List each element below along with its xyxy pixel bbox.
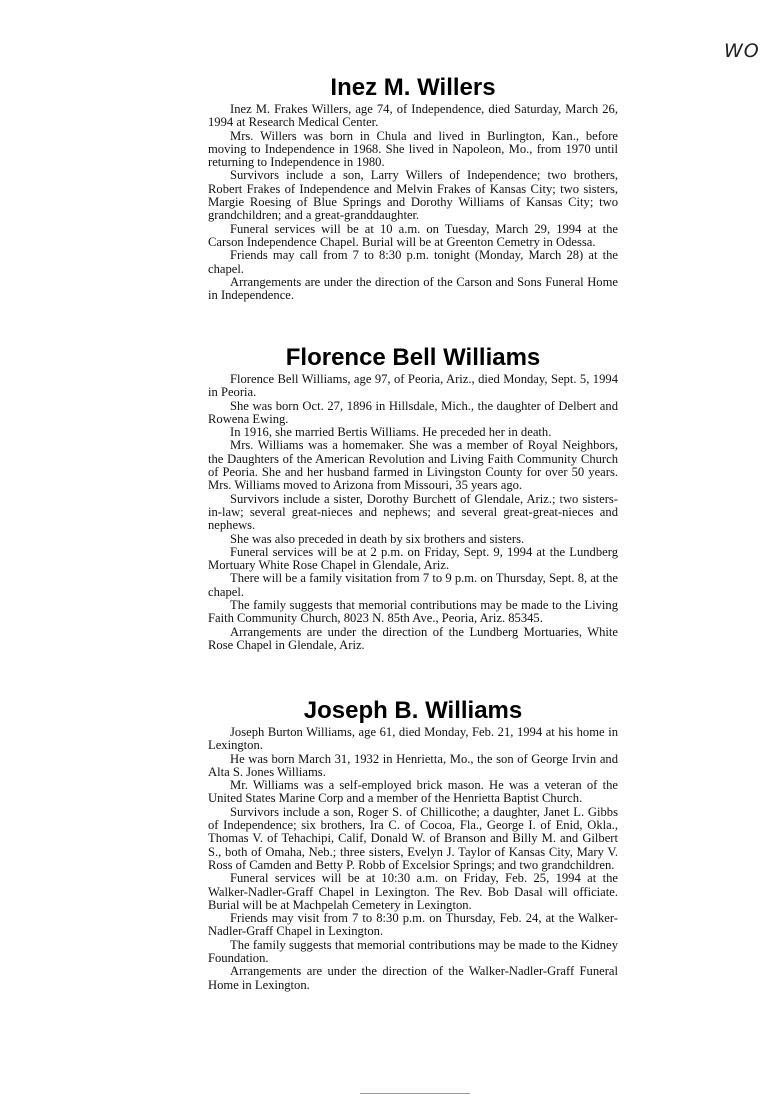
obituary-inez-willers [208,74,618,302]
obituary-joseph-williams [208,697,618,992]
obituary-paragraph: Florence Bell Williams, age 97, of Peoria, Ariz., died Monday, Sept. 5, 1994 in Peoria. [208,372,618,400]
obituary-paragraph: There will be a family visitation from 7 to 9 p.m. on Thursday, Sept. 8, at the chapel. [208,571,618,599]
obituary-paragraph: Arrangements are under the direction of the Carson and Sons Funeral Home in Independence. [208,274,618,303]
obituary-paragraph: Friends may visit from 7 to 8:30 p.m. on Thursday, Feb. 24, at the Walker-Nadler-Graff Chapel in Lexington. [208,911,618,939]
obituary-paragraph: Survivors include a sister, Dorothy Burchett of Glendale, Ariz.; two sisters-in-law; several great-nieces and nephews; and several great-great-nieces and nephews. [208,491,618,533]
obituary-paragraph: Mrs. Willers was born in Chula and lived in Burlington, Kan., before moving to Independence in 1968. She lived in Napoleon, Mo., from 1970 until returning to Independence in 1980. [208,128,618,170]
obituary-paragraph: Funeral services will be at 10:30 a.m. on Friday, Feb. 25, 1994 at the Walker-Nadler-Graff Chapel in Lexington. The Rev. Bob Dasal will officiate. Burial will be at Machpelah Cemetery in Lexington. [208,871,618,912]
obituary-paragraph: She was also preceded in death by six brothers and sisters. [230,531,525,546]
obituary-paragraph: Funeral services will be at 10 a.m. on Tuesday, March 29, 1994 at the Carson Independence Chapel. Burial will be at Greenton Cemetry in Odessa. [208,221,618,249]
obituary-florence-williams [208,344,618,652]
obituary-title: Joseph B. Williams [303,697,523,724]
page-bottom-rule [360,1093,470,1094]
obituary-paragraph: Arrangements are under the direction of the Lundberg Mortuaries, White Rose Chapel in Glendale, Ariz. [208,624,618,652]
obituary-paragraph: The family suggests that memorial contributions may be made to the Kidney Foundation. [208,937,618,966]
obituary-paragraph: Mr. Williams was a self-employed brick mason. He was a veteran of the United States Marine Corp and a member of the Henrietta Baptist Church. [208,778,618,806]
obituary-paragraph: Survivors include a son, Roger S. of Chillicothe; a daughter, Janet L. Gibbs of Independence; six brothers, Ira C. of Cocoa, Fla., George I. of Enid, Okla., Thomas V. of Tehachipi, Calif, Donald W. of Branson and Billy M. and Gilbert S., both of Omaha, Neb.; three sisters, Evelyn J. Taylor of Kansas City, Mary V. Ross of Camden and Betty P. Robb of Excelsior Springs; and two grandchildren. [208,804,618,872]
obituary-paragraph: Survivors include a son, Larry Willers of Independence; two brothers, Robert Frakes of Independence and Melvin Frakes of Kansas City; two sisters, Margie Roesing of Blue Springs and Dorothy Williams of Kansas City; two grandchildren; and a great-granddaughter. [208,168,618,223]
obituary-paragraph: Inez M. Frakes Willers, age 74, of Independence, died Saturday, March 26, 1994 at Research Medical Center. [208,102,618,130]
obituary-title: Florence Bell Williams [285,344,541,371]
obituary-title: Inez M. Willers [330,74,496,101]
obituary-paragraph: Mrs. Williams was a homemaker. She was a member of Royal Neighbors, the Daughters of the American Revolution and Living Faith Community Church of Peoria. She and her husband farmed in Livingston County for over 50 years. Mrs. Williams moved to Arizona from Missouri, 35 years ago. [208,438,618,493]
obituary-paragraph: He was born March 31, 1932 in Henrietta, Mo., the son of George Irvin and Alta S. Jones Williams. [208,751,618,779]
obituary-paragraph: In 1916, she married Bertis Williams. He preceded her in death. [230,425,552,440]
obituary-paragraph: Funeral services will be at 2 p.m. on Friday, Sept. 9, 1994 at the Lundberg Mortuary White Rose Chapel in Glendale, Ariz. [208,544,618,573]
obituary-paragraph: Joseph Burton Williams, age 61, died Monday, Feb. 21, 1994 at his home in Lexington. [208,725,618,753]
handwritten-corner-mark: WO [724,40,760,62]
obituary-paragraph: Arrangements are under the direction of the Walker-Nadler-Graff Funeral Home in Lexington. [208,964,618,992]
obituary-paragraph: She was born Oct. 27, 1896 in Hillsdale, Mich., the daughter of Delbert and Rowena Ewing. [208,398,618,426]
obituary-paragraph: The family suggests that memorial contributions may be made to the Living Faith Community Church, 8023 N. 85th Ave., Peoria, Ariz. 85345. [208,598,618,626]
obituary-paragraph: Friends may call from 7 to 8:30 p.m. tonight (Monday, March 28) at the chapel. [208,248,618,276]
